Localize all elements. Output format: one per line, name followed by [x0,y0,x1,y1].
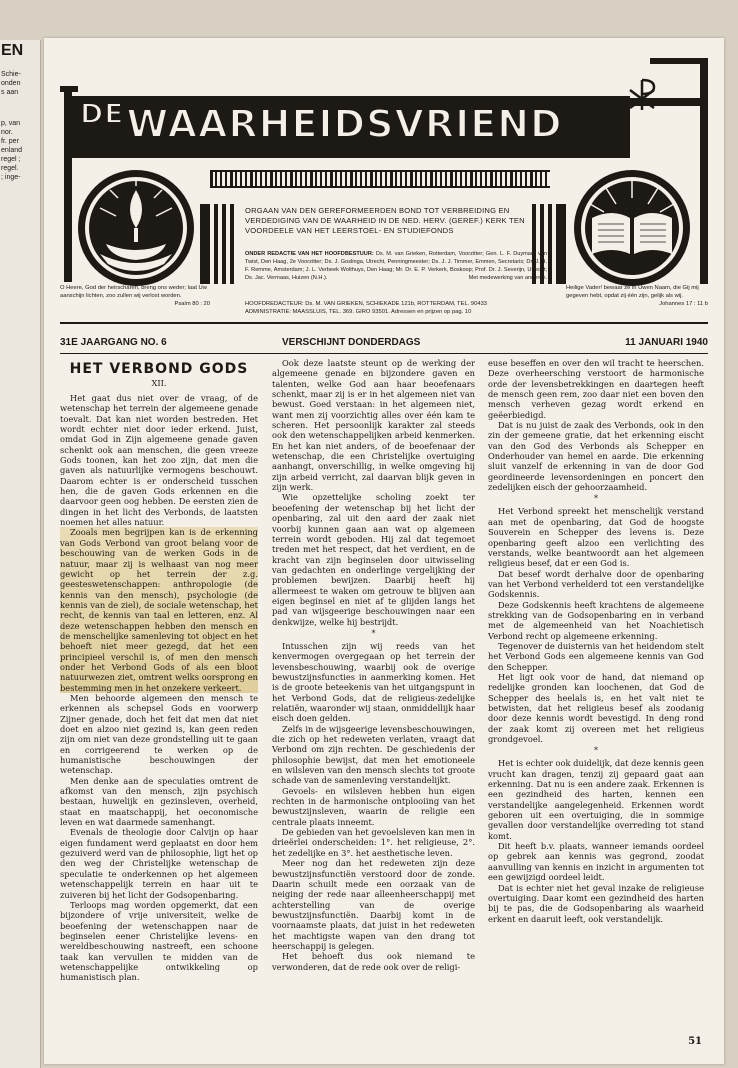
paragraph: De gebieden van het gevoelsleven kan men in drieërlei onderscheiden: 1°. het religieuse, 2°. het zedelijke en 3°. het aesthetische leven. [272,827,475,858]
prev-fragment: regel ; [1,156,21,163]
paragraph: Evenals de theologie door Calvijn op haar eigen fundament werd geplaatst en door hem gezuiverd werd van de philosophie, ligt het op den weg der Christelijke wetenschap de speculatie te onderkennen op het algemeen wetenschappelijk terrein en haar uit te zuiveren bij het licht der Godsopenbaring. [60,827,258,900]
prev-fragment: ; inge- [1,174,21,181]
newspaper-page [44,38,724,1064]
masthead-redactie [245,250,547,282]
redactie-members: Ds. M. van Grieken, Rotterdam, Voorzitter; Gen. L. F. Duymaer van Twist, Den Haag, 2e Voorzitter; Ds. J. Goslinga, Utrecht, Penningmeester; Ds. J. J. Timmer, Emmen, Secretaris; Dr. J. H. F. Remme, Amsterdam; J. L. Verbeek Wolthuys, Den Haag; Mr. Dr. E. P. Verkerk, Boskoop; Prof. Dr. J. Severijn, Utrecht; Ds. Jac. Vermaas, Huizen (N.H.). [245,251,547,281]
paragraph: Men denke aan de speculaties omtrent de afkomst van den mensch, zijn psychisch bestaan, huwelijk en gezinsleven, overheid, staat en maatschappij, het oeconomische leven en wat daarmede samenhangt. [60,775,258,828]
verse-left-ref: Psalm 80 : 20 [174,301,210,307]
jaargang: 31E JAARGANG NO. 6 [60,337,167,348]
masthead-contact [245,300,547,316]
prev-fragment: EN [1,42,24,59]
section-divider: * [594,494,598,504]
issue-date: 11 JANUARI 1940 [625,337,708,348]
paragraph: Het ligt ook voor de hand, dat niemand op redelijke gronden kan loochenen, dat God de Schepper des heelals is, en het valt niet te betwisten, dat het religieus besef als zoodanig door deze kennis wordt bevestigd. In deng rond der zaak komt zij overeen met het religieus grondgevoel. [488,671,704,745]
masthead-title-main: WAARHEIDSVRIEND [126,102,563,146]
section-divider: * [371,628,376,638]
paragraph: Men behoorde algemeen den mensch te erkennen als schepsel Gods en voorwerp Zijner genade, doch het feit dat men dat niet doet en alzoo niet gezind is, kan geen reden zijn om niet van deze grondstelling uit te gaan en corrigeerend te werken op de humanistische beschouwingen der wetenschap. [60,692,258,776]
verse-left-text: O Heere, God der heirscharen, breng ons weder; laat Uw aanschijn lichten, zoo zullen wij verlost worden. [60,285,207,299]
paragraph: Gevoels- en wilsleven hebben hun eigen rechten in de harmonische ontplooiing van het bewustzijnsleven, waarin de religie een centrale plaats inneemt. [272,785,475,827]
verse-right-ref: Johannes 17 : 11 b [659,301,708,307]
prev-fragment: regel. [1,165,19,172]
paragraph: Terloops mag worden opgemerkt, dat een bijzondere of vrije universiteit, welke de beoefening der wetenschappen naar de beginselen eener Christelijke levens- en wereldbeschouwing nastreeft, een schoone taak kan vervullen te midden van de wetenschappelijke ontwikkeling op humanistisch plan. [60,899,258,983]
paragraph: Het Verbond spreekt het menschelijk verstand aan met de openbaring, dat God de hoogste Souverein en Schepper des levens is. Deze openbaring geeft alzoo een verlichting des verstands, welke beantwoordt aan het algemeen religieus besef, dat er een God is. [488,506,704,569]
paragraph: Dat is echter niet het geval inzake de religieuse overtuiging. Daar komt een gezindheid des harten bij te pas, die de Godsopenbaring als waarheid erkent en daaruit leeft, ook verstandelijk. [488,882,704,924]
paragraph: Dat is nu juist de zaak des Verbonds, ook in den zin der gemeene gratie, dat het erkenning eischt van den God des Verbonds als Schepper en Onderhouder van hemel en aarde. Die erkenning sluit vanzelf de erkenning in van de door God geordineerde levensordeningen en poncert den zedelijken eisch der gehoorzaamheid. [488,420,704,493]
paragraph: Het behoeft dus ook niemand te verwonderen, dat de rede ook over de religi- [272,951,475,972]
masthead-title [80,97,563,146]
paragraph: Intusschen zijn wij reeds van het kenvermogen overgegaan op het terrein der levensbeschouwing, waarbij ook de overige bewustzijnsfuncties in aanmerking komen. Het is de groote beteekenis van het uitgangspunt in het Verbond Gods, dat de religieus-zedelijke relatiën, waaronder wij staan, onmiddellijk haar eisch doen gelden. [272,640,475,724]
article-part: XII. [151,378,167,388]
paragraph: Zooals men begrijpen kan is de erkenning van Gods Verbond van groot belang voor de beschouwing van de werken Gods in de natuur, maar zij is welhaast van nog meer gewicht op het terrein der z.g. geesteswetenschappen: anthropologie (de kennis van den mensch), psychologie (de kennis van de ziel), de sociale wetenschap, het recht, de kennis van taal en letteren, enz. Al deze wetenschappen hebben den mensch en de menschelijke samenleving tot object en het behoeft niet meer gezegd, dat het een principieel verschil is, of men den mensch onder het Verbond Gods of als een bloot natuurwezen ziet, omtrent welks oorsprong en bestemming men in het onzekere verkeert. [60,527,258,693]
administratie: ADMINISTRATIE: MAASSLUIS, TEL. 369. GIRO 93501. Adressen en prijzen op pag. 10 [245,309,472,315]
prev-fragment: Schie- [1,71,21,78]
masthead-subtitle: ORGAAN VAN DEN GEREFORMEERDEN BOND TOT VERBREIDING EN VERDEDIGING VAN DE WAARHEID IN DE NED. HERV. (GEREF.) KERK TEN VOORDEELE VAN HET LEERSTOEL- EN STUDIEFONDS [245,206,525,235]
prev-fragment: p, van [1,120,21,127]
previous-page-edge [0,40,41,1068]
article-title: HET VERBOND GODS [69,361,249,377]
chi-rho-icon [626,76,658,112]
section-divider: * [594,746,598,756]
paragraph: Het gaat dus niet over de vraag, of de wetenschap het terrein der algemeene genade toevalt. Dat kan niet worden bestreden. Het wordt echter niet door ieder erkend. Juist, omdat God in Zijn algemeene genade gaven schenkt ook aan menschen, die geen vreeze Gods toonen, kan het zoo zijn, dat men die gaven als natuurlijke vermogens beschouwt. Daarom echter is er onderscheid tusschen hen, die de gaven Gods erkennen en die daarvoor geen oog hebben. De eersten zien de dingen in het licht des Verbonds, de laatsten noemen het alles natuur. [60,393,258,528]
prev-fragment: s aan [1,89,19,96]
verse-left [60,284,210,308]
prev-fragment: fr. per [1,138,19,145]
masthead-title-de: DE [80,97,125,130]
masthead [60,58,708,326]
issue-info-bar [60,337,708,354]
redactie-note: Met medewerking van anderen. [468,275,547,281]
paragraph: euse beseffen en over den wil tracht te heerschen. Deze overheersching verstoort de harmonische orde der levensbetrekkingen en daartegen heeft de mensch geen rem, zoo daar niet een boven den mensch verheven gezag wordt erkend en geëerbiedigd. [488,358,704,420]
article-column-1 [60,358,258,983]
prev-fragment: onden [1,80,21,87]
paragraph: Dit heeft b.v. plaats, wanneer iemands oordeel op gebrek aan kennis was gegrond, zoodat aanvulling van kennis en inzicht in argumenten tot een gewijzigd oordeel leidt. [488,841,704,883]
verse-right-text: Heilige Vader! bewaar ze in Uwen Naam, die Gij mij gegeven hebt, opdat zij één zijn, gelijk als wij. [566,285,699,299]
article-column-3 [488,358,704,924]
prev-fragment: enland [1,147,23,154]
paragraph: Ook deze laatste steunt op de werking der algemeene genade en bijzondere gaven en talenten, welke God aan haar beoefenaars schenkt, maar zij is er in het algemeen niet van bewust. Goed verstaan: in het algemeen niet, want men zij voorzichtig alles over één kam te scheren. Het persoonlijk karakter zal steeds ook den wetenschappelijken arbeid kenmerken. En het kan niet anders, of de beoefenaar der wetenschap, die een Christelijke overtuiging aanhangt, onverschillig, in welke omgeving hij zijn arbeid verricht, zal daarvan blijk geven in zijn werk. [272,358,475,493]
prev-fragment: nor. [1,129,13,136]
paragraph: Dat besef wordt derhalve door de openbaring van het Verbond verhelderd tot een verstandelijke Godskennis. [488,568,704,600]
paragraph: Wie opzettelijke scholing zoekt ter beoefening der wetenschap bij het licht der openbaring, zal uit den aard der zaak niet voorbij kunnen gaan aan wat op algemeen terrein wordt geboden. Hij zal dat tegemoet treden met het respect, dat het verdient, en de kracht van zijn beginselen door uitwisseling van gedachten en onderlinge vergelijking der problemen bewijzen. Daarbij heeft hij allermeest te waken om getrouw te blijven aan eigen beginsel en niet af te glijden langs het pad van wijsgeerige beschouwingen naar een denkwijze, welke hij bestrijdt. [272,492,475,627]
paragraph: Tegenover de duisternis van het heidendom stelt het Verbond Gods een algemeene kennis van God den Schepper. [488,640,704,672]
verse-right [566,284,708,308]
paragraph: Het is echter ook duidelijk, dat deze kennis geen vrucht kan dragen, tenzij zij gepaard gaat aan erkenning. Dat nu is een andere zaak. Erkennen is een gezindheid des harten, kennen een verstandelijke aangelegenheid. Erkennen wordt geboren uit een overtuiging, die in sommige gevallen door verstandelijke overreding tot stand komt. [488,758,704,841]
paragraph: Meer nog dan het redeweten zijn deze bewustzijnsfunctiën verstoord door de zonde. Daarin schuilt mede een oorzaak van de neiging der rede naar alleenheerschappij met achterstelling van de overige bewustzijnsfunctiën. Daarbij komt in de voornaamste plaats, dat juist in het redeweten het machtigste wapen van den drang tot heerschappij is gelegen. [272,858,475,951]
paragraph: Deze Godskennis heeft krachtens de algemeene strekking van de Godsopenbaring en in verband met de algemeenheid van het Noachietisch Verbond recht op algemeene erkenning. [488,599,704,641]
redactie-label: ONDER REDACTIE VAN HET HOOFDBESTUUR: [245,251,374,257]
hoofdredacteur: HOOFDREDACTEUR: Ds. M. VAN GRIEKEN, SCHIEKADE 121b, ROTTERDAM, TEL. 90433 [245,301,488,307]
article-column-2 [272,358,475,972]
paragraph: Zelfs in de wijsgeerige levensbeschouwingen, die zich op het redeweten verlaten, vraagt dat Verbond om zijn rechten. De geschiedenis der philosophie bewijst, dat men het emotioneele en wilsleven van den mensch slechts tot groote schade van de samenleving verstandelijkt. [272,723,475,786]
verschijnt: VERSCHIJNT DONDERDAGS [282,337,421,348]
page-number: 51 [688,1036,702,1047]
